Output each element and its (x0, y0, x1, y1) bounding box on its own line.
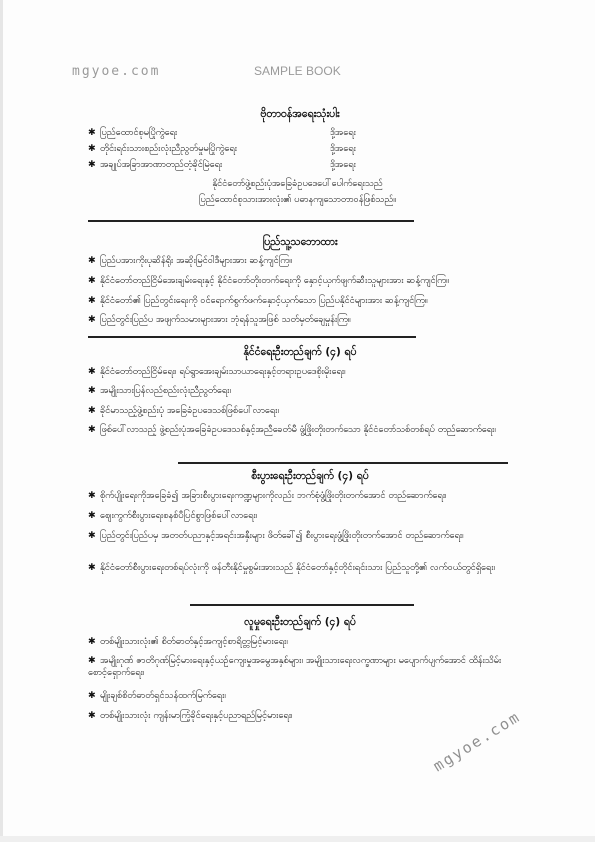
list-item (88, 530, 508, 542)
star-bullet-icon: ✱ (88, 143, 96, 154)
item-text: ပြည်တွင်းပြည်ပ အဖျက်သမားများအား ဘုံရန်သူအဖြစ် သတ်မှတ်ချေမှုန်းကြ။ (100, 314, 351, 325)
star-bullet-icon: ✱ (88, 636, 96, 647)
list-item (88, 275, 518, 287)
item-text: တစ်မျိုးသားလုံး၏ စိတ်ဓာတ်နှင့်အကျင့်စာရိတ္တမြင့်မားရေး၊ (100, 636, 288, 647)
star-bullet-icon: ✱ (88, 385, 96, 396)
watermark-sample-book: SAMPLE BOOK (254, 64, 341, 78)
section-title: လူမှုရေးဦးတည်ချက် (၄) ရပ် (244, 616, 356, 628)
star-bullet-icon: ✱ (88, 314, 96, 325)
list-item (88, 562, 508, 574)
item-text: အချုပ်အခြာအာဏာတည်တံ့ခိုင်မြဲရေး (100, 159, 223, 170)
list-item (88, 255, 518, 267)
item-value: ဒို့အရေး (330, 159, 356, 170)
section-title-4-wrap (90, 616, 510, 631)
section-divider (178, 462, 508, 464)
star-bullet-icon: ✱ (88, 690, 96, 701)
section-title: စီးပွားရေးဦးတည်ချက် (၄) ရပ် (251, 470, 369, 482)
star-bullet-icon: ✱ (88, 366, 96, 377)
watermark-site-top: mgyoe.com (72, 64, 161, 79)
section-title-1-wrap (90, 236, 510, 251)
star-bullet-icon: ✱ (88, 530, 96, 541)
star-bullet-icon: ✱ (88, 127, 96, 138)
item-text: နိုင်ငံတော်၏ ပြည်တွင်းရေးကို ဝင်ရောက်စွက်ဖက်နှောင့်ယှက်သော ပြည်ပနိုင်ငံများအား ဆန့်ကျင်ကြ။ (100, 295, 428, 306)
section-title: နိုင်ငံရေးဦးတည်ချက် (၄) ရပ် (243, 346, 357, 358)
list-item (88, 655, 508, 679)
item-text: ခိုင်မာသည့်ဖွဲ့စည်းပုံ အခြေခံဥပဒေသစ်ဖြစ်ပေါ်လာရေး၊ (100, 405, 279, 416)
list-item (88, 490, 518, 502)
item-text: စိုက်ပျိုးရေးကိုအခြေခံ၍ အခြားစီးပွားရေးကဏ္ဍများကိုလည်း ဘက်စုံဖွံ့ဖြိုးတိုးတက်အောင် တည်ဆောက်ရေး၊ (100, 490, 447, 501)
star-bullet-icon: ✱ (88, 424, 96, 435)
star-bullet-icon: ✱ (88, 655, 96, 666)
item-value: ဒို့အရေး (330, 143, 356, 154)
list-item (88, 690, 518, 702)
item-text: ပြည်ပအားကိုးပုဆိန်ရိုး အဆိုးမြင်ဝါဒီများအား ဆန့်ကျင်ကြ။ (100, 255, 293, 266)
star-bullet-icon: ✱ (88, 710, 96, 721)
item-text: အမျိုးသားပြန်လည်စည်းလုံးညီညွတ်ရေး၊ (100, 385, 231, 396)
star-bullet-icon: ✱ (88, 255, 96, 266)
item-text: ဈေးကွက်စီးပွားရေးစနစ်ပီပြင်စွာဖြစ်ပေါ်လာရေး၊ (100, 510, 258, 521)
note-line: ပြည်ထောင်စုသားအားလုံး၏ ပဓာနကျသောတာဝန်ဖြစ်သည်။ (199, 194, 396, 205)
item-text: အမျိုးဂုဏ် ဇာတိဂုဏ်မြင့်မားရေးနှင့်ယဉ်ကျေးမှုအမွေအနှစ်များ၊ အမျိုးသားရေးလက္ခဏာများ မပျောက်ပျက်အောင် ထိန်းသိမ်းစောင့်ရှောက်ရေး၊ (88, 655, 502, 678)
list-item (88, 385, 518, 397)
star-bullet-icon: ✱ (88, 159, 96, 170)
section-title: ပြည်သူ့သဘောထား (262, 236, 338, 248)
list-item (88, 366, 518, 378)
item-value: ဒို့အရေး (330, 127, 356, 138)
list-item (88, 127, 518, 139)
list-item (88, 159, 518, 171)
star-bullet-icon: ✱ (88, 275, 96, 286)
star-bullet-icon: ✱ (88, 510, 96, 521)
list-item (88, 510, 518, 522)
section-divider (190, 604, 414, 606)
section-title: ဗိုတာဝန်အရေးသုံးပါး (260, 108, 340, 120)
star-bullet-icon: ✱ (88, 490, 96, 501)
list-item (88, 295, 518, 307)
section-title-0-wrap (90, 108, 510, 123)
star-bullet-icon: ✱ (88, 405, 96, 416)
item-text: တစ်မျိုးသားလုံး ကျန်းမာကြံ့ခိုင်ရေးနှင့်ပညာရည်မြင့်မားရေး၊ (100, 710, 293, 721)
list-item (88, 405, 518, 417)
scan-edge (0, 0, 3, 842)
item-text: ဖြစ်ပေါ်လာသည့် ဖွဲ့စည်းပုံအခြေခံဥပဒေသစ်နှင့်အညီခေတ်မီ ဖွံ့ဖြိုးတိုးတက်သော နိုင်ငံတော်သစ်တစ်ရပ် တည်ဆောက်ရေး၊ (100, 424, 496, 435)
scan-bottom-edge (0, 836, 595, 842)
item-text: နိုင်ငံတော်တည်ငြိမ်အေးချမ်းရေးနှင့် နိုင်ငံတော်တိုးတက်ရေးကို နှောင့်ယှက်ဖျက်ဆီးသူများအား ဆန့်ကျင်ကြ။ (100, 275, 449, 286)
list-item (88, 710, 518, 722)
section-title-3-wrap (100, 470, 520, 485)
note-line: နိုင်ငံတော်ဖွဲ့စည်းပုံအခြေခံဥပဒေပေါ်ပေါက်ရေးသည် (212, 178, 383, 189)
list-item (88, 143, 518, 155)
section-title-2-wrap (90, 346, 510, 361)
list-item (88, 424, 508, 436)
list-item (88, 636, 518, 648)
item-text: တိုင်းရင်းသားစည်းလုံးညီညွတ်မှုမပြိုကွဲရေး (100, 143, 237, 154)
item-text: ပြည်ထောင်စုမပြိုကွဲရေး (100, 127, 178, 138)
item-text: နိုင်ငံတော်တည်ငြိမ်ရေး၊ ရပ်ရွာအေးချမ်းသာယာရေးနှင့်တရားဥပဒေစိုးမိုးရေး၊ (100, 366, 346, 377)
item-text: မျိုးချစ်စိတ်ဓာတ်ရှင်သန်ထက်မြက်ရေး၊ (100, 690, 226, 701)
star-bullet-icon: ✱ (88, 562, 96, 573)
section-divider (88, 336, 416, 338)
section-divider (88, 220, 414, 222)
watermark-site-diagonal: mgyoe.com (430, 707, 524, 776)
item-text: နိုင်ငံတော်စီးပွားရေးတစ်ရပ်လုံးကို ဖန်တီးနိုင်မှုစွမ်းအားသည် နိုင်ငံတော်နှင့်တိုင်းရင်းသား ပြည်သူတို့၏ လက်ဝယ်တွင်ရှိရေး၊ (100, 562, 496, 573)
star-bullet-icon: ✱ (88, 295, 96, 306)
list-item (88, 314, 518, 326)
item-text: ပြည်တွင်းပြည်ပမှ အတတ်ပညာနှင့်အရင်းအနှီးများ ဖိတ်ခေါ်၍ စီးပွားရေးဖွံ့ဖြိုးတိုးတက်အောင် တည်ဆောက်ရေး၊ (100, 530, 464, 541)
